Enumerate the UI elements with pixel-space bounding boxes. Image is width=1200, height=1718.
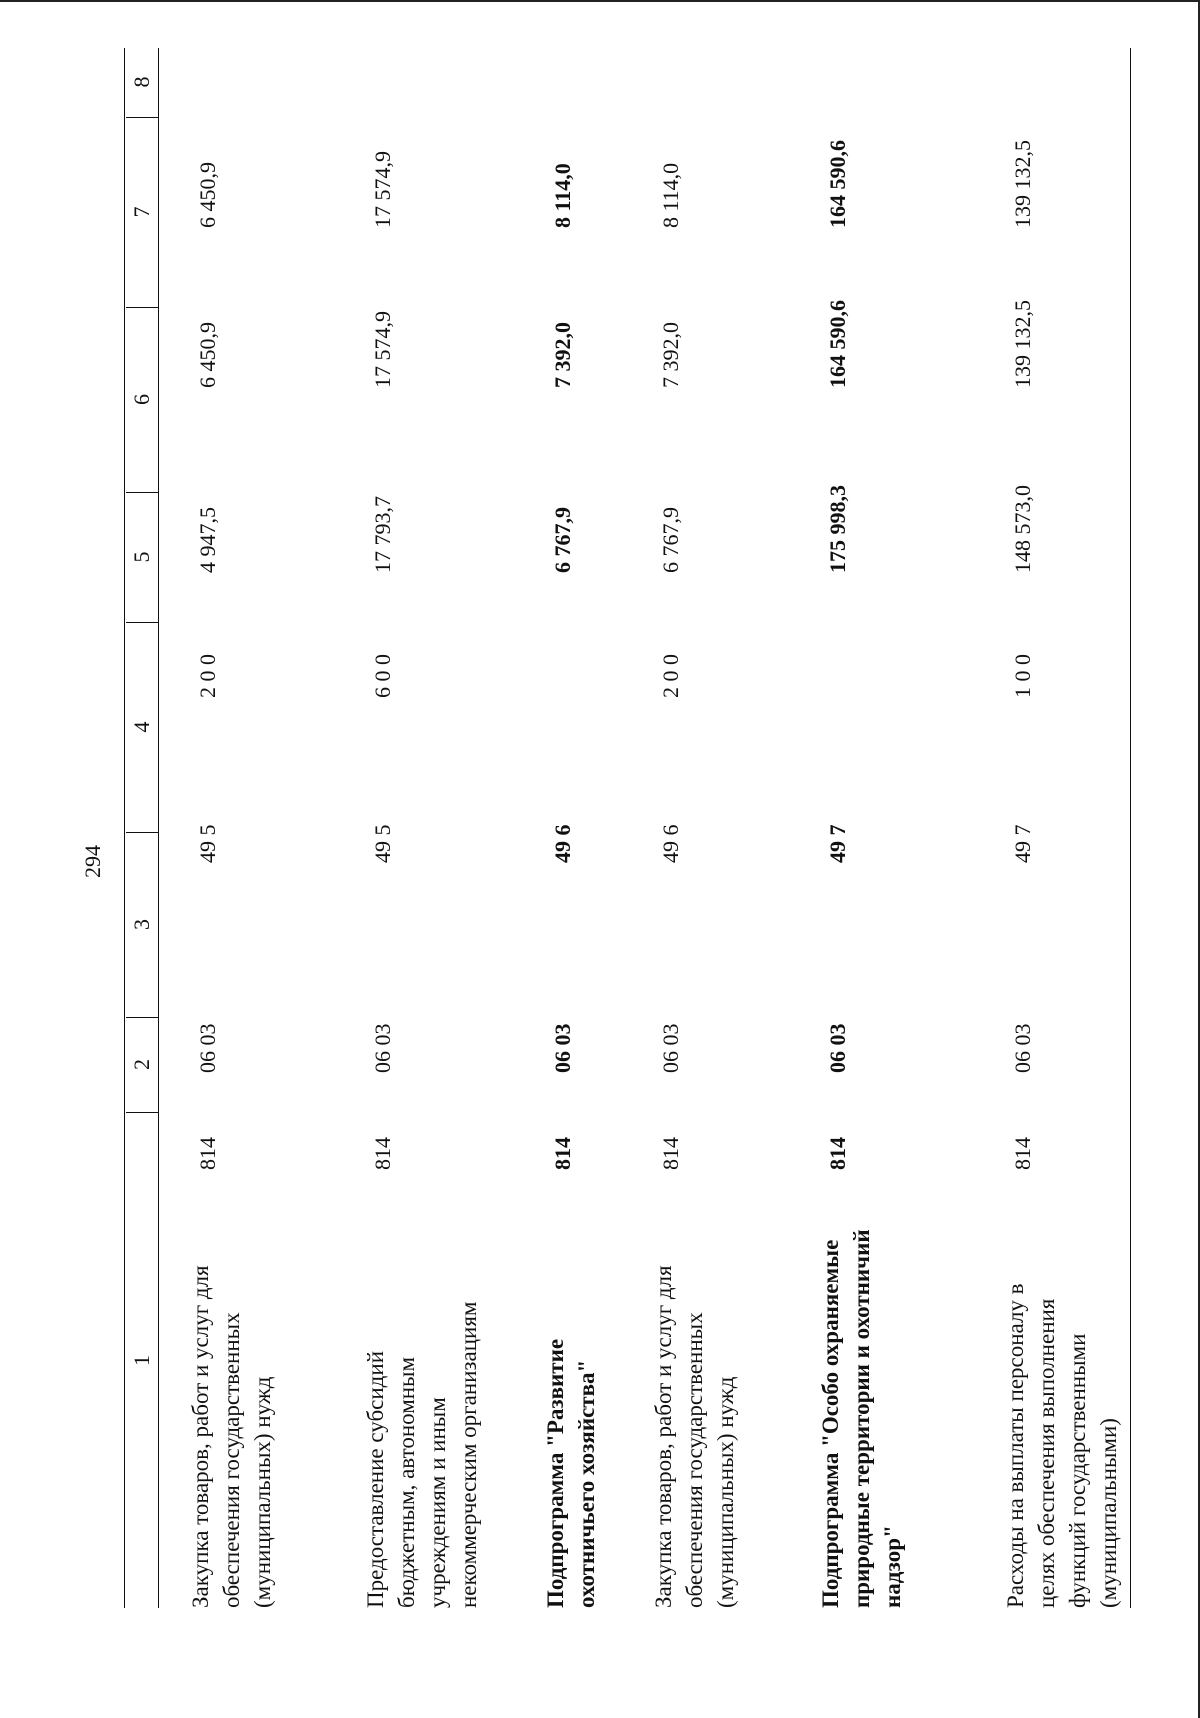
- cell-column-8: 139 132,5: [1010, 140, 1035, 228]
- column-number-6: 6: [126, 307, 158, 493]
- cell-column-4: 49 7: [825, 824, 850, 863]
- cell-column-7: 6 450,9: [195, 322, 220, 388]
- cell-column-7: 139 132,5: [1010, 300, 1035, 388]
- column-number-7: 7: [126, 117, 158, 308]
- column-number-8: 8: [126, 47, 158, 118]
- cell-column-3: 06 03: [825, 1023, 850, 1073]
- cell-column-5: 6 0 0: [370, 654, 395, 698]
- cell-column-3: 06 03: [658, 1023, 683, 1073]
- row-label: Подпрограмма "Развитие охотничьего хозяйства": [543, 1338, 599, 1608]
- cell-column-7: 7 392,0: [550, 322, 575, 388]
- cell-column-2: 814: [825, 1137, 850, 1170]
- cell-column-5: 2 0 0: [195, 654, 220, 698]
- cell-column-5: 2 0 0: [658, 654, 683, 698]
- cell-column-6: 17 793,7: [370, 496, 395, 573]
- table-bottom-rule: [1130, 48, 1131, 1608]
- cell-column-8: 6 450,9: [195, 162, 220, 228]
- cell-column-3: 06 03: [370, 1023, 395, 1073]
- row-label: Закупка товаров, работ и услуг для обеспечения государственных (муниципальных) нужд: [651, 1265, 738, 1608]
- cell-column-6: 175 998,3: [825, 485, 850, 573]
- cell-column-2: 814: [550, 1137, 575, 1170]
- cell-column-4: 49 5: [195, 824, 220, 863]
- row-label: Расходы на выплаты персоналу в целях обеспечения выполнения функций государственными (муниципальными): [1003, 1283, 1121, 1608]
- cell-column-7: 17 574,9: [370, 311, 395, 388]
- cell-column-7: 164 590,6: [825, 300, 850, 388]
- cell-column-2: 814: [1010, 1137, 1035, 1170]
- row-label: Подпрограмма "Особо охраняемые природные территории и охотничий надзор": [818, 1229, 905, 1608]
- row-label: Предоставление субсидий бюджетным, автономным учреждениям и иным некоммерческим организациям: [363, 1301, 481, 1608]
- page-number: 294: [80, 845, 105, 878]
- cell-column-3: 06 03: [1010, 1023, 1035, 1073]
- column-number-2: 2: [126, 1017, 158, 1113]
- cell-column-8: 164 590,6: [825, 140, 850, 228]
- cell-column-4: 49 5: [370, 824, 395, 863]
- cell-column-8: 17 574,9: [370, 151, 395, 228]
- cell-column-3: 06 03: [195, 1023, 220, 1073]
- cell-column-6: 148 573,0: [1010, 485, 1035, 573]
- cell-column-6: 6 767,9: [550, 507, 575, 573]
- column-number-3: 3: [126, 832, 158, 1018]
- header-top-rule: [124, 48, 125, 1608]
- column-number-row: [126, 48, 158, 1608]
- cell-column-3: 06 03: [550, 1023, 575, 1073]
- cell-column-8: 8 114,0: [550, 163, 575, 228]
- cell-column-4: 49 6: [550, 824, 575, 863]
- cell-column-5: 1 0 0: [1010, 654, 1035, 698]
- cell-column-6: 6 767,9: [658, 507, 683, 573]
- cell-column-4: 49 7: [1010, 824, 1035, 863]
- column-number-5: 5: [126, 492, 158, 623]
- cell-column-7: 7 392,0: [658, 322, 683, 388]
- row-label: Закупка товаров, работ и услуг для обеспечения государственных (муниципальных) нужд: [188, 1265, 275, 1608]
- cell-column-2: 814: [658, 1137, 683, 1170]
- column-number-1: 1: [129, 1355, 154, 1366]
- column-number-4: 4: [126, 622, 158, 833]
- cell-column-8: 8 114,0: [658, 162, 683, 228]
- cell-column-2: 814: [370, 1137, 395, 1170]
- cell-column-4: 49 6: [658, 824, 683, 863]
- cell-column-6: 4 947,5: [195, 507, 220, 573]
- cell-column-2: 814: [195, 1137, 220, 1170]
- header-bottom-rule: [158, 48, 159, 1608]
